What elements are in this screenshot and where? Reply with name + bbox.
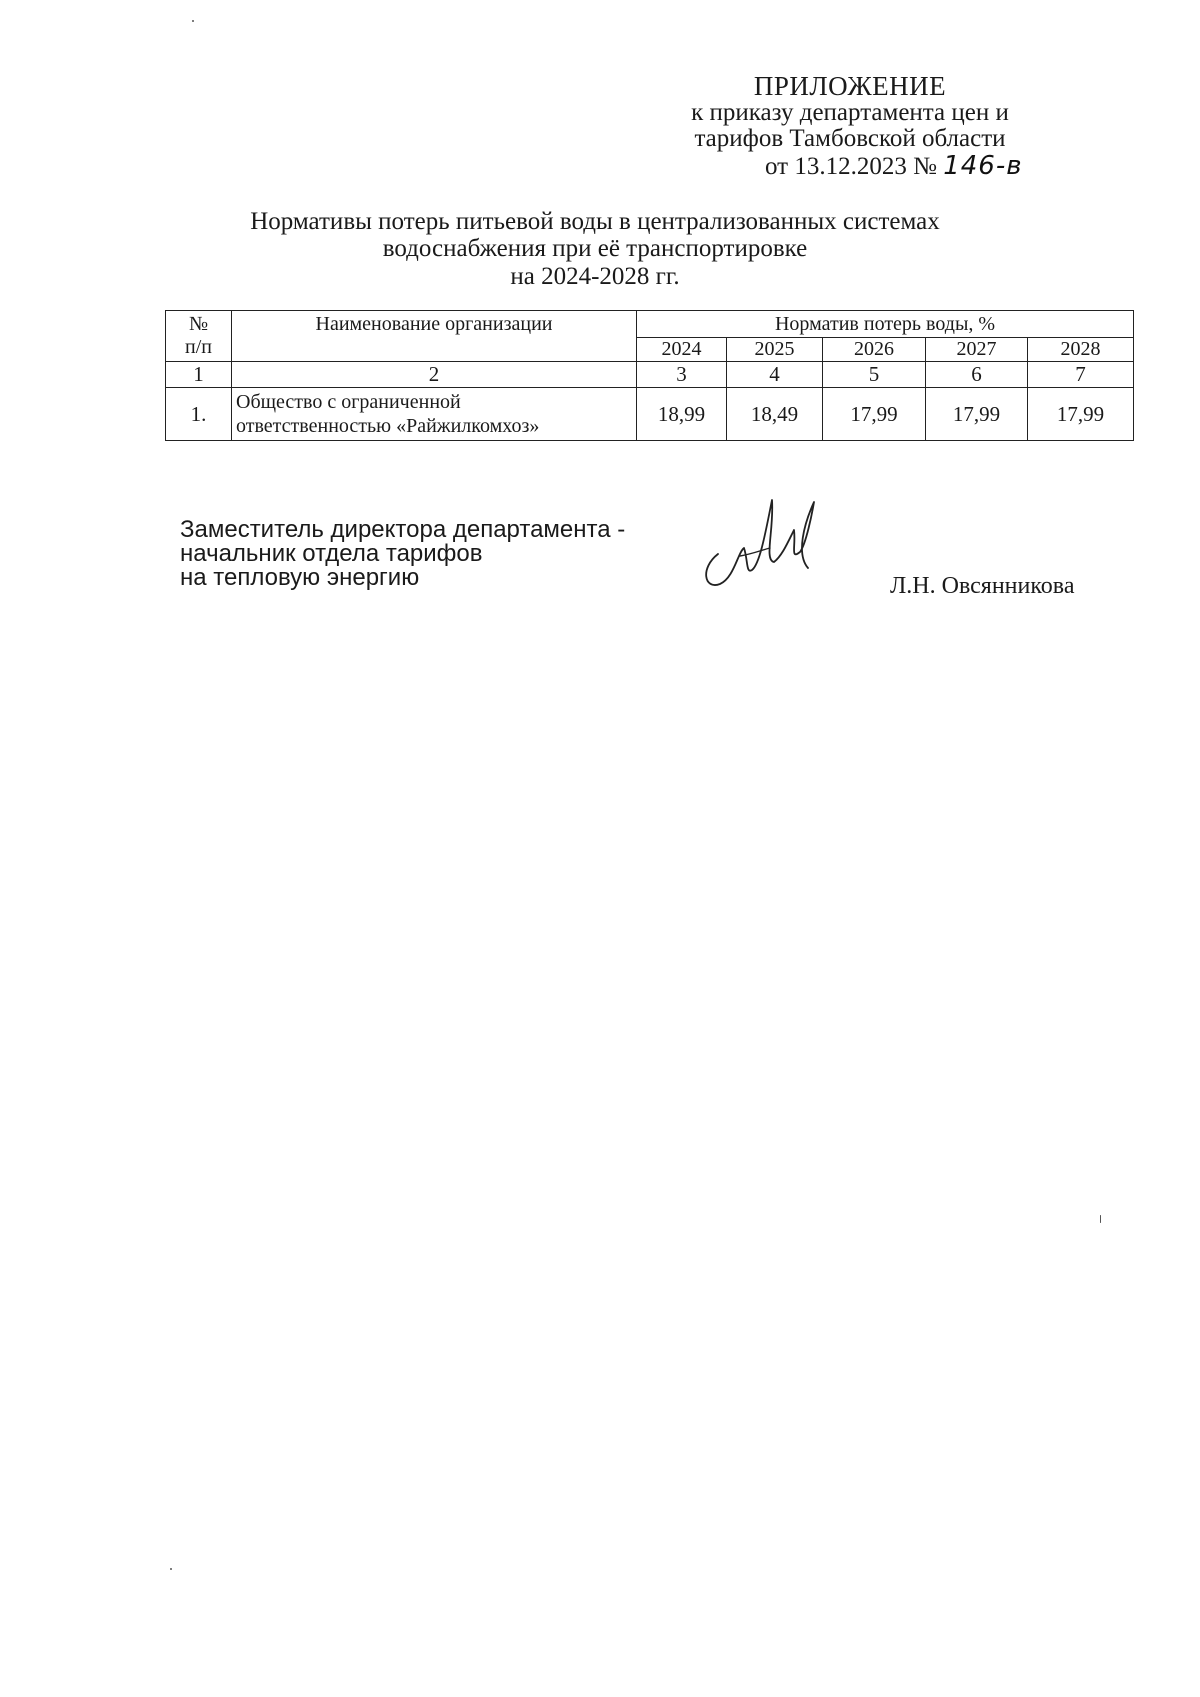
header-year-2026: 2026 <box>823 338 926 362</box>
header-year-2024: 2024 <box>637 338 727 362</box>
index-cell: 4 <box>727 362 823 388</box>
document-title <box>220 208 970 262</box>
scan-speck <box>170 1568 172 1570</box>
appendix-date-prefix: от 13.12.2023 № <box>765 153 937 180</box>
row-value-2024: 18,99 <box>637 388 727 441</box>
index-cell: 6 <box>926 362 1028 388</box>
index-cell: 5 <box>823 362 926 388</box>
header-year-2027: 2027 <box>926 338 1028 362</box>
position-line1: Заместитель директора департамента - <box>180 516 626 543</box>
norms-table <box>165 310 1134 441</box>
appendix-date-line <box>640 152 1060 181</box>
appendix-header <box>640 72 1060 181</box>
header-year-2025: 2025 <box>727 338 823 362</box>
handwritten-signature <box>690 490 820 600</box>
index-cell: 7 <box>1028 362 1134 388</box>
scan-speck <box>192 20 194 22</box>
header-year-2028: 2028 <box>1028 338 1134 362</box>
row-value-2025: 18,49 <box>727 388 823 441</box>
row-value-2027: 17,99 <box>926 388 1028 441</box>
row-org-line1: Общество с ограниченной <box>236 391 461 413</box>
table-row <box>166 388 1134 441</box>
header-num-label: п/п <box>185 336 212 358</box>
order-number-handwritten: 146-в <box>943 151 1023 181</box>
row-org-name <box>232 388 637 441</box>
index-cell: 2 <box>232 362 637 388</box>
table-index-row <box>166 362 1134 388</box>
position-line3: на тепловую энергию <box>180 564 420 591</box>
row-num: 1. <box>166 388 232 441</box>
signer-name: Л.Н. Овсянникова <box>890 573 1075 599</box>
header-norm-group: Норматив потерь воды, % <box>637 311 1134 338</box>
scan-speck <box>1100 1215 1101 1223</box>
header-num <box>166 311 232 362</box>
row-org-line2: ответственностью «Райжилкомхоз» <box>236 415 540 437</box>
appendix-order-line1: к приказу департамента цен и <box>691 99 1009 126</box>
header-num-symbol: № <box>188 313 209 335</box>
document-period: на 2024-2028 гг. <box>510 263 680 290</box>
document-title-line1: Нормативы потерь питьевой воды в централизованных системах <box>250 208 940 235</box>
row-value-2028: 17,99 <box>1028 388 1134 441</box>
appendix-title: ПРИЛОЖЕНИЕ <box>753 71 947 101</box>
position-line2: начальник отдела тарифов <box>180 540 483 567</box>
index-cell: 1 <box>166 362 232 388</box>
document-title-line2: водоснабжения при её транспортировке <box>382 235 808 262</box>
signatory-position <box>180 518 625 590</box>
header-org: Наименование организации <box>232 311 637 362</box>
index-cell: 3 <box>637 362 727 388</box>
row-value-2026: 17,99 <box>823 388 926 441</box>
table-header-row <box>166 311 1134 338</box>
appendix-order-line2: тарифов Тамбовской области <box>694 125 1006 152</box>
